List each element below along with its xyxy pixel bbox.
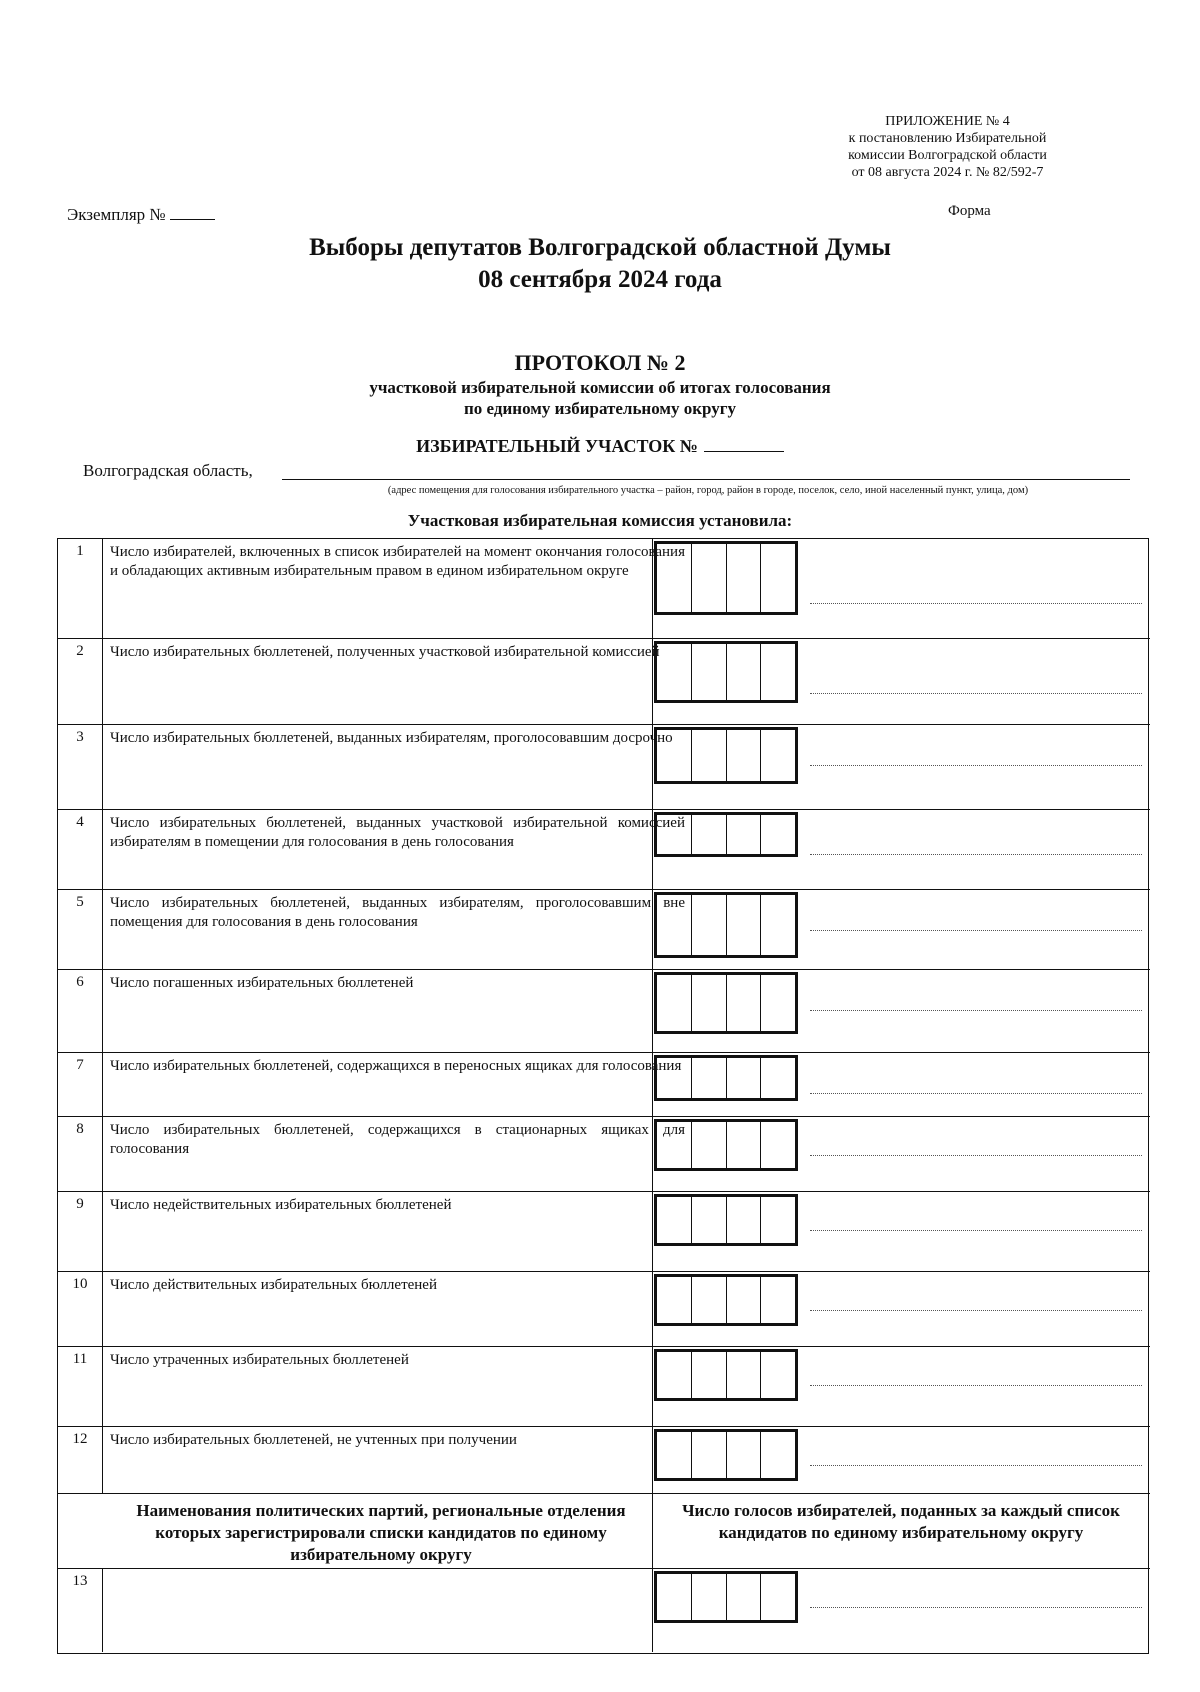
- row-text: Число действительных избирательных бюллетеней: [110, 1277, 437, 1293]
- row-text: Число недействительных избирательных бюллетеней: [110, 1197, 452, 1213]
- row-number: 1: [58, 539, 103, 638]
- row-number: 11: [58, 1347, 103, 1426]
- column-divider: [652, 725, 653, 809]
- table-row: [58, 809, 1150, 889]
- region-label: Волгоградская область,: [83, 461, 253, 480]
- copy-number-blank: [170, 205, 215, 220]
- digit-boxes[interactable]: [654, 1349, 798, 1401]
- row-text: Число избирательных бюллетеней, содержащихся в стационарных ящиках для голосования: [110, 1122, 685, 1157]
- parties-column-header: Наименования политических партий, региональные отделения которых зарегистрировали списки кандидатов по единому избирательному округу: [136, 1501, 626, 1564]
- digit-boxes[interactable]: [654, 541, 798, 615]
- established-label: Участковая избирательная комиссия установила:: [407, 511, 793, 530]
- table-row: [58, 1346, 1150, 1426]
- table-row: [58, 724, 1150, 809]
- copy-number-label: Экземпляр №: [67, 205, 166, 224]
- row-text: Число избирательных бюллетеней, содержащихся в переносных ящиках для голосования: [110, 1058, 682, 1074]
- appendix-block: [780, 113, 1115, 181]
- table-row: [58, 539, 1150, 638]
- digit-boxes[interactable]: [654, 641, 798, 703]
- form-label: Форма: [948, 203, 991, 219]
- digit-boxes[interactable]: [654, 1429, 798, 1481]
- table-row: [58, 969, 1150, 1052]
- table-row: [58, 1191, 1150, 1271]
- words-line[interactable]: [810, 1310, 1142, 1311]
- row-text: Число избирательных бюллетеней, полученных участковой избирательной комиссией: [110, 644, 660, 660]
- protocol-subtitle: [0, 377, 1200, 419]
- copy-number: [67, 205, 215, 225]
- address-line: [282, 479, 1130, 480]
- row-number: 12: [58, 1427, 103, 1493]
- column-divider: [652, 1347, 653, 1426]
- table-row: [58, 1271, 1150, 1346]
- column-divider: [652, 1569, 653, 1652]
- row-text: Число избирательных бюллетеней, выданных участковой избирательной комиссией избирателям в помещении для голосования в день голосования: [110, 815, 685, 850]
- appendix-line-3: комиссии Волгоградской области: [848, 148, 1047, 163]
- votes-column-header: Число голосов избирателей, поданных за каждый список кандидатов по единому избирательному округу: [682, 1501, 1120, 1542]
- election-date: 08 сентября 2024 года: [478, 266, 722, 293]
- words-line[interactable]: [810, 603, 1142, 604]
- column-divider: [652, 1117, 653, 1191]
- column-divider: [652, 1192, 653, 1271]
- words-line[interactable]: [810, 1093, 1142, 1094]
- digit-boxes[interactable]: [654, 892, 798, 958]
- digit-boxes[interactable]: [654, 812, 798, 857]
- digit-boxes[interactable]: [654, 727, 798, 784]
- words-line[interactable]: [810, 1155, 1142, 1156]
- column-divider: [652, 1494, 653, 1568]
- row-text: Число избирательных бюллетеней, выданных избирателям, проголосовавшим досрочно: [110, 730, 673, 746]
- table-row: [58, 1116, 1150, 1191]
- row-text: Число избирательных бюллетеней, выданных избирателям, проголосовавшим вне помещения для голосования в день голосования: [110, 895, 685, 930]
- parties-header-row: [58, 1493, 1150, 1568]
- subtitle-line-2: по единому избирательному округу: [464, 399, 736, 418]
- row-text: Число утраченных избирательных бюллетеней: [110, 1352, 409, 1368]
- row-number: 2: [58, 639, 103, 724]
- row-number: 4: [58, 810, 103, 889]
- column-divider: [652, 1272, 653, 1346]
- row-number: 6: [58, 970, 103, 1052]
- digit-boxes[interactable]: [654, 1274, 798, 1326]
- column-divider: [652, 890, 653, 969]
- row-text: Число избирателей, включенных в список избирателей на момент окончания голосования и обладающих активным избирательным правом в едином избирательном округе: [110, 544, 685, 579]
- words-line[interactable]: [810, 1010, 1142, 1011]
- subtitle-line-1: участковой избирательной комиссии об итогах голосования: [369, 378, 831, 397]
- table-row: [58, 638, 1150, 724]
- appendix-line-2: к постановлению Избирательной: [848, 131, 1047, 146]
- table-row: [58, 1052, 1150, 1116]
- column-divider: [652, 1053, 653, 1116]
- row-number: 5: [58, 890, 103, 969]
- table-row: [58, 1568, 1150, 1652]
- election-title: Выборы депутатов Волгоградской областной Думы: [309, 234, 891, 261]
- words-line[interactable]: [810, 1385, 1142, 1386]
- address-hint: (адрес помещения для голосования избирательного участка – район, город, район в городе, поселок, село, иной населенный пункт, улица, дом): [387, 485, 1029, 496]
- row-number: 7: [58, 1053, 103, 1116]
- words-line[interactable]: [810, 930, 1142, 931]
- words-line[interactable]: [810, 854, 1142, 855]
- row-text: Число избирательных бюллетеней, не учтенных при получении: [110, 1432, 517, 1448]
- column-divider: [652, 539, 653, 638]
- column-divider: [652, 970, 653, 1052]
- column-divider: [652, 1427, 653, 1493]
- digit-boxes[interactable]: [654, 1194, 798, 1246]
- column-divider: [652, 810, 653, 889]
- digit-boxes[interactable]: [654, 1571, 798, 1623]
- digit-boxes[interactable]: [654, 1055, 798, 1101]
- column-divider: [652, 639, 653, 724]
- words-line[interactable]: [810, 1230, 1142, 1231]
- appendix-line-1: ПРИЛОЖЕНИЕ № 4: [885, 114, 1010, 129]
- protocol-title: ПРОТОКОЛ № 2: [514, 350, 686, 375]
- row-number: 8: [58, 1117, 103, 1191]
- words-line[interactable]: [810, 765, 1142, 766]
- row-number: 13: [58, 1569, 103, 1652]
- appendix-line-4: от 08 августа 2024 г. № 82/592-7: [851, 165, 1044, 180]
- party-name-field[interactable]: [110, 1573, 645, 1643]
- row-number: 3: [58, 725, 103, 809]
- table-row: [58, 1426, 1150, 1493]
- precinct-label: ИЗБИРАТЕЛЬНЫЙ УЧАСТОК №: [416, 436, 698, 456]
- digit-boxes[interactable]: [654, 1119, 798, 1171]
- table-row: [58, 889, 1150, 969]
- row-text: Число погашенных избирательных бюллетеней: [110, 975, 414, 991]
- words-line[interactable]: [810, 693, 1142, 694]
- precinct-number-blank: [704, 435, 784, 452]
- words-line[interactable]: [810, 1607, 1142, 1608]
- protocol-table: [57, 538, 1149, 1654]
- words-line[interactable]: [810, 1465, 1142, 1466]
- precinct: [0, 435, 1200, 457]
- row-number: 9: [58, 1192, 103, 1271]
- digit-boxes[interactable]: [654, 972, 798, 1034]
- row-number: 10: [58, 1272, 103, 1346]
